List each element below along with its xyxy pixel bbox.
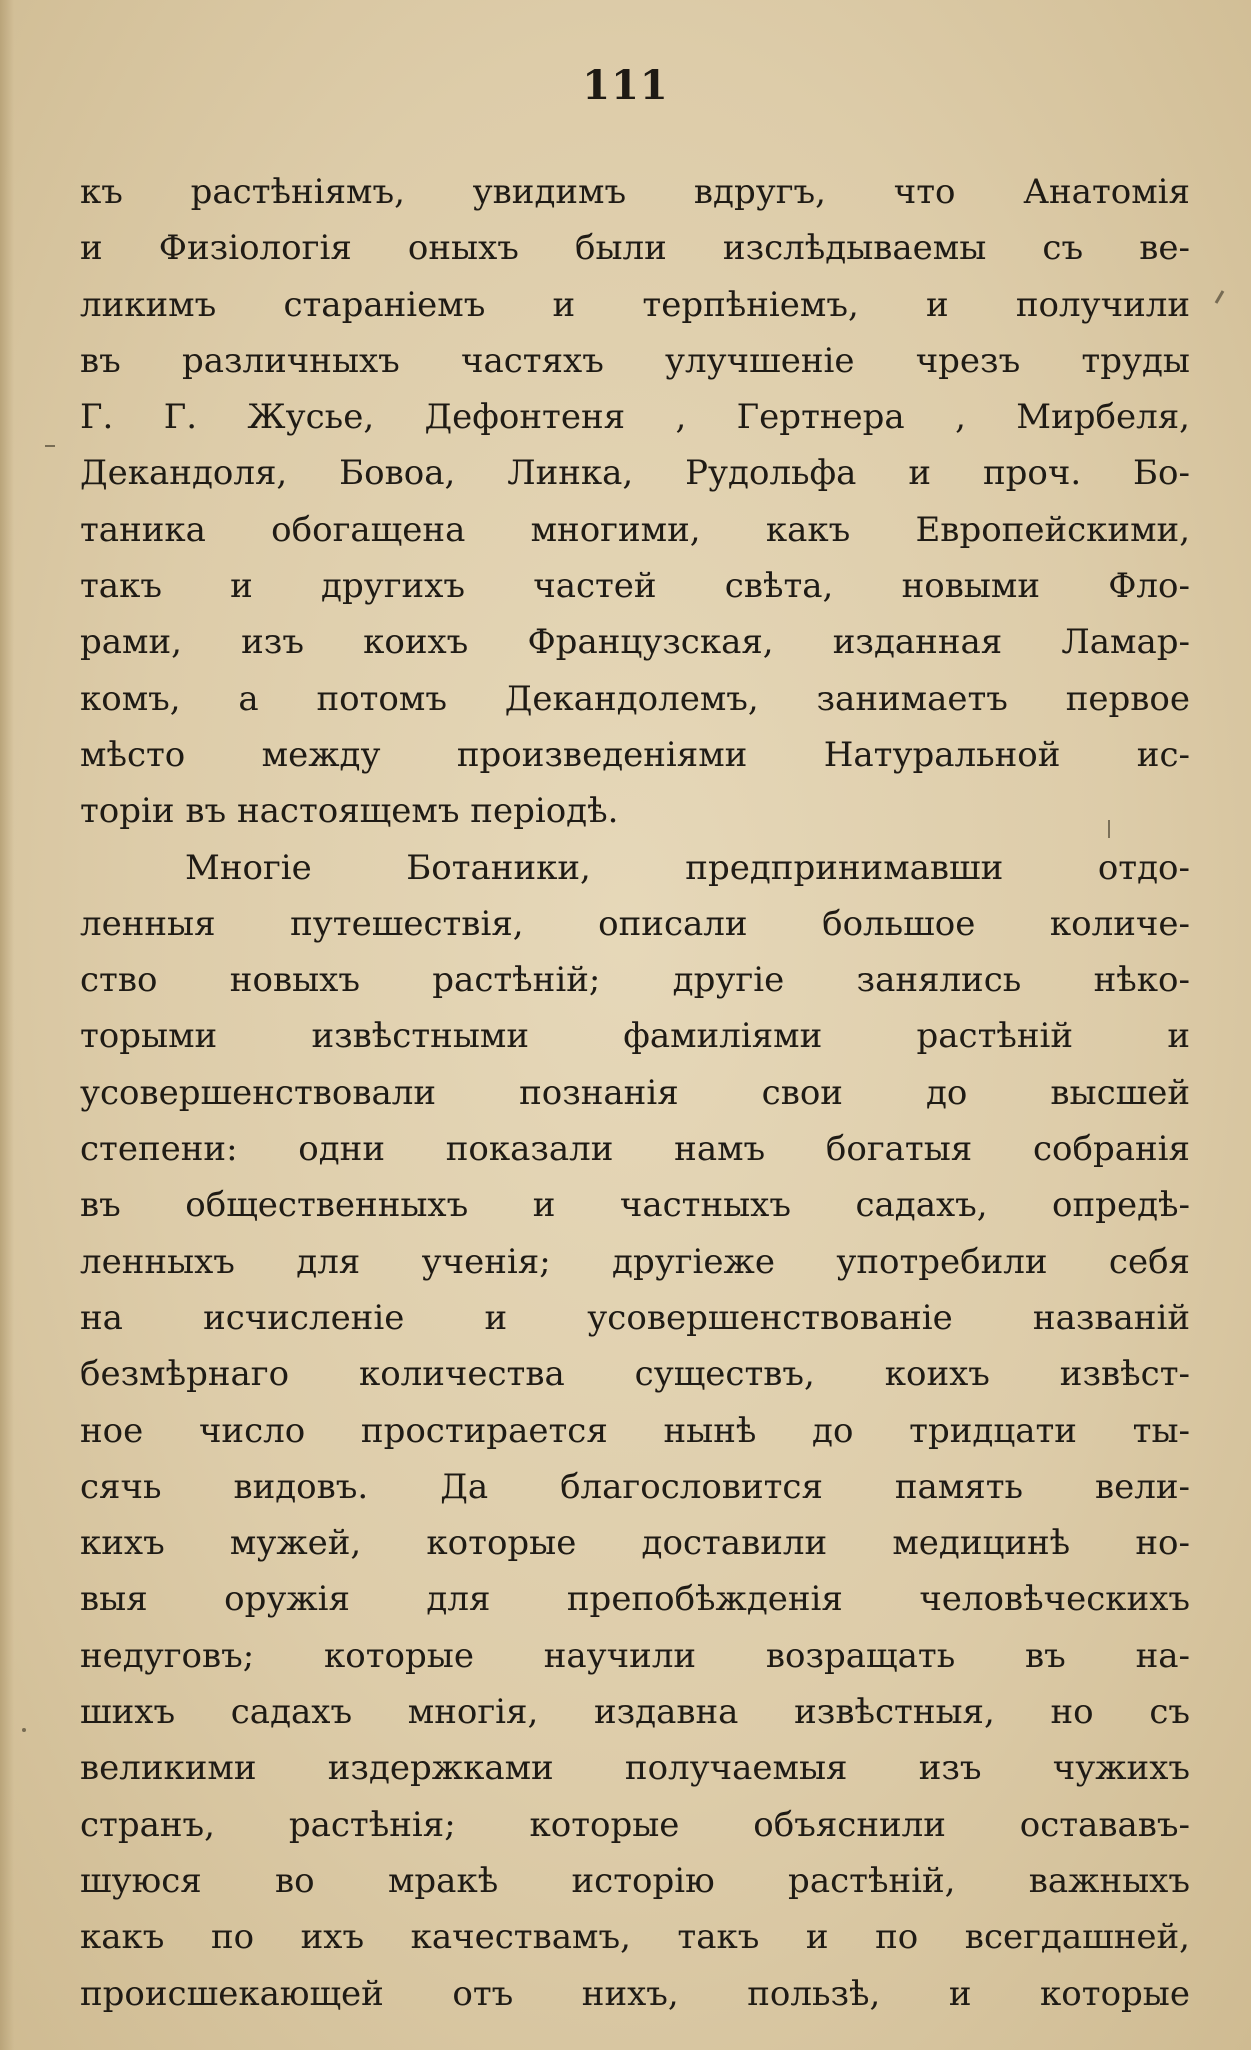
text-line: ленныхъ для ученія; другіеже употребили себя (80, 1241, 1190, 1282)
text-line: великими издержками получаемыя изъ чужихъ (80, 1748, 1190, 1789)
text-line: Г. Г. Жусье, Дефонтеня , Гертнера , Мирбеля, (80, 397, 1190, 438)
text-line: ство новыхъ растѣній; другіе занялись нѣко- (80, 960, 1190, 1001)
ink-speck (45, 445, 55, 447)
text-line: ное число простирается нынѣ до тридцати ты- (80, 1410, 1190, 1451)
ink-speck (22, 1728, 26, 1732)
text-line: шуюся во мракѣ исторію растѣній, важныхъ (80, 1860, 1190, 1901)
text-line: шихъ садахъ многія, издавна извѣстныя, но съ (80, 1692, 1190, 1733)
text-line: на исчисленіе и усовершенствованіе названій (80, 1297, 1190, 1338)
text-line: сячь видовъ. Да благословится память вели- (80, 1466, 1190, 1507)
text-line: комъ, а потомъ Декандолемъ, занимаетъ первое (80, 678, 1190, 719)
ink-speck (1215, 290, 1225, 304)
text-line: безмѣрнаго количества существъ, коихъ извѣст- (80, 1354, 1190, 1395)
text-line: усовершенствовали познанія свои до высшей (80, 1072, 1190, 1113)
body-text (80, 164, 1190, 2022)
text-line: къ растѣніямъ, увидимъ вдругъ, что Анатомія (80, 172, 1190, 212)
text-line: въ различныхъ частяхъ улучшеніе чрезъ труды (80, 340, 1190, 381)
text-line: недуговъ; которые научили возращать въ на- (80, 1635, 1190, 1676)
page-number: 111 (582, 62, 669, 109)
text-line: выя оружія для препобѣжденія человѣческихъ (80, 1579, 1190, 1620)
text-line: происшекающей отъ нихъ, пользѣ, и которые (80, 1973, 1190, 2014)
text-line: ликимъ стараніемъ и терпѣніемъ, и получили (80, 284, 1190, 325)
text-line: Декандоля, Бовоа, Линка, Рудольфа и проч. Бо- (80, 453, 1190, 494)
text-line: Многіе Ботаники, предпринимавши отдо- (185, 847, 1190, 888)
text-line: торіи въ настоящемъ періодѣ. (80, 791, 619, 832)
text-line: и Физіологія оныхъ были изслѣдываемы съ ве- (80, 228, 1190, 269)
text-line: странъ, растѣнія; которые объяснили остававъ- (80, 1804, 1190, 1845)
text-line: степени: одни показали намъ богатыя собранія (80, 1129, 1190, 1170)
text-line: мѣсто между произведеніями Натуральной ис- (80, 734, 1190, 775)
text-line: въ общественныхъ и частныхъ садахъ, опредѣ- (80, 1185, 1190, 1226)
text-line: рами, изъ коихъ Французская, изданная Ламар- (80, 622, 1190, 663)
text-line: какъ по ихъ качествамъ, такъ и по всегдашней, (80, 1917, 1190, 1958)
text-line: ленныя путешествія, описали большое количе- (80, 903, 1190, 944)
text-line: кихъ мужей, которые доставили медицинѣ но- (80, 1523, 1190, 1564)
text-line: такъ и другихъ частей свѣта, новыми Фло- (80, 566, 1190, 607)
text-line: таника обогащена многими, какъ Европейскими, (80, 509, 1190, 550)
ink-speck (1108, 820, 1110, 838)
text-line: торыми извѣстными фамиліями растѣній и (80, 1016, 1190, 1057)
